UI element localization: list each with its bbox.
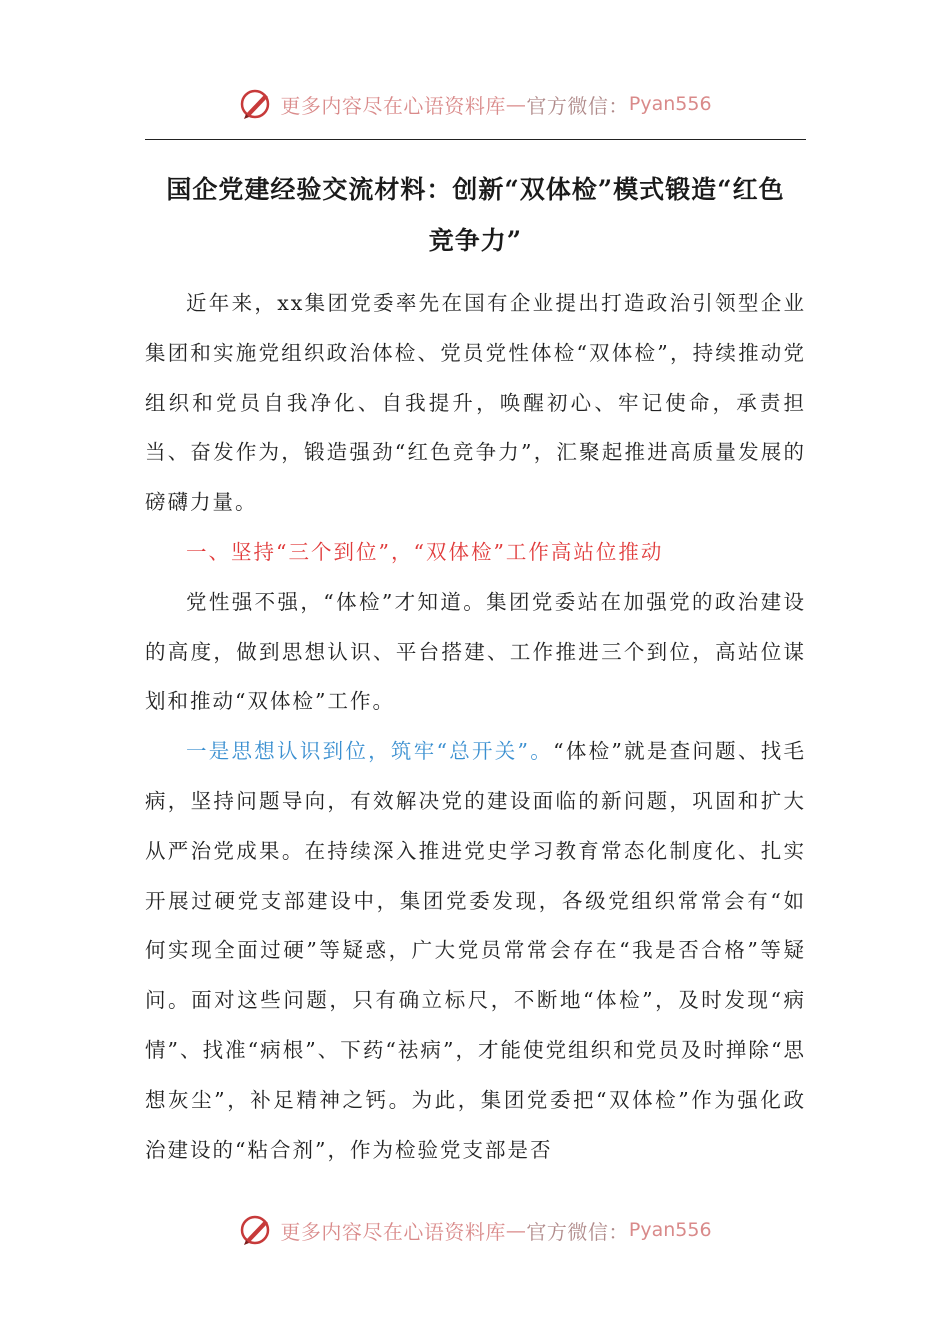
paragraph-point-1 — [145, 727, 806, 1175]
banner-wechat-label: 官方微信： — [526, 93, 629, 118]
subheading-point-1: 一是思想认识到位，筑牢“总开关”。 — [186, 739, 554, 764]
header-divider — [145, 139, 806, 140]
section-heading-1: 一、坚持“三个到位”，“双体检”工作高站位推动 — [186, 539, 664, 564]
header-watermark-banner — [0, 80, 950, 128]
banner-wechat-label: 官方微信： — [526, 1219, 629, 1244]
paragraph-intro: 近年来，xx集团党委率先在国有企业提出打造政治引领型企业集团和实施党组织政治体检、党员党性体检“双体检”，持续推动党组织和党员自我净化、自我提升，唤醒初心、牢记使命，承责担当、奋发作为，锻造强劲“红色竞争力”，汇聚起推进高质量发展的磅礴力量。 — [145, 291, 806, 515]
pen-logo-icon — [238, 1212, 274, 1248]
document-title — [145, 164, 806, 266]
title-line-2: 竞争力” — [428, 226, 523, 255]
banner-main-text: 更多内容尽在心语资料库 — [280, 93, 506, 118]
title-line-1: 国企党建经验交流材料：创新“双体检”模式锻造“红色 — [166, 175, 785, 204]
paragraph-section-1: 党性强不强，“体检”才知道。集团党委站在加强党的政治建设的高度，做到思想认识、平台搭建、工作推进三个到位，高站位谋划和推动“双体检”工作。 — [145, 589, 806, 714]
pen-logo-icon — [238, 86, 274, 122]
banner-main-text: 更多内容尽在心语资料库 — [280, 1219, 506, 1244]
banner-dash: — — [505, 92, 527, 116]
document-body — [145, 279, 806, 1175]
paragraph-point-1-text: “体检”就是查问题、找毛病，坚持问题导向，有效解决党的建设面临的新问题，巩固和扩大从严治党成果。在持续深入推进党史学习教育常态化制度化、扎实开展过硬党支部建设中，集团党委发现，各级党组织常常会有“如何实现全面过硬”等疑惑，广大党员常常会存在“我是否合格”等疑问。面对这些问题，只有确立标尺，不断地“体检”，及时发现“病情”、找准“病根”、下药“祛病”，才能使党组织和党员及时掸除“思想灰尘”，补足精神之钙。为此，集团党委把“双体检”作为强化政治建设的“粘合剂”，作为检验党支部是否 — [145, 739, 806, 1162]
footer-watermark-banner — [0, 1206, 950, 1254]
banner-wechat-id: Pyan556 — [628, 1219, 712, 1241]
banner-dash: — — [505, 1218, 527, 1242]
banner-wechat-id: Pyan556 — [628, 93, 712, 115]
